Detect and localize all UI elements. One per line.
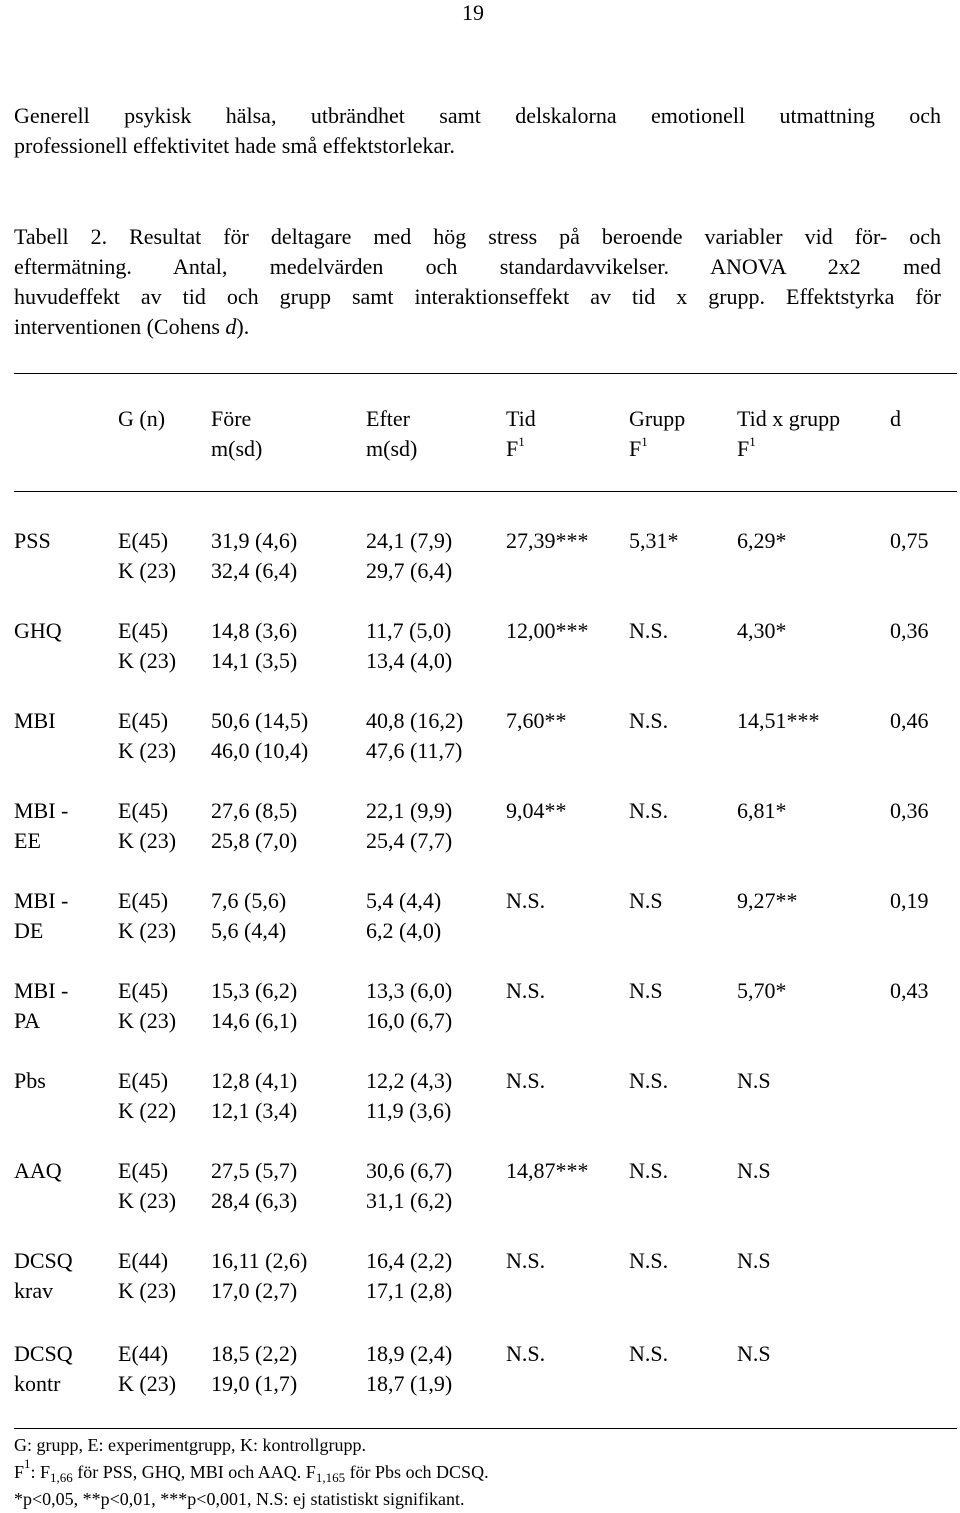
row-variable: AAQ bbox=[14, 1158, 62, 1183]
row-efter-k: 18,7 (1,9) bbox=[366, 1371, 453, 1396]
row-variable-sub: kontr bbox=[14, 1371, 61, 1396]
table-header-rule bbox=[14, 491, 957, 492]
table-row bbox=[0, 526, 960, 586]
caption-cohens-d: d bbox=[225, 314, 237, 339]
row-grupp-f: N.S. bbox=[629, 798, 669, 823]
row-group-e: E(44) bbox=[118, 1248, 169, 1273]
header-efter-msd: m(sd) bbox=[366, 436, 418, 461]
row-tid-f: N.S. bbox=[506, 1248, 546, 1273]
row-variable: MBI - bbox=[14, 798, 69, 823]
row-group-e: E(45) bbox=[118, 978, 169, 1003]
row-efter-e: 22,1 (9,9) bbox=[366, 798, 453, 823]
row-group-e: E(45) bbox=[118, 528, 169, 553]
row-grupp-f: N.S. bbox=[629, 1341, 669, 1366]
table-row bbox=[0, 616, 960, 676]
row-tid-x-grupp-f: N.S bbox=[737, 1341, 771, 1366]
row-tid-x-grupp-f: 6,81* bbox=[737, 798, 787, 823]
row-fore-e: 27,5 (5,7) bbox=[211, 1158, 298, 1183]
row-tid-f: N.S. bbox=[506, 978, 546, 1003]
row-variable: MBI - bbox=[14, 888, 69, 913]
row-effect-size-d: 0,36 bbox=[890, 618, 929, 643]
header-grupp-f-sup: 1 bbox=[641, 434, 648, 449]
row-fore-e: 18,5 (2,2) bbox=[211, 1341, 298, 1366]
row-efter-k: 29,7 (6,4) bbox=[366, 558, 453, 583]
row-tid-f: N.S. bbox=[506, 888, 546, 913]
row-efter-e: 18,9 (2,4) bbox=[366, 1341, 453, 1366]
caption-line-3: huvudeffekt av tid och grupp samt interaktionseffekt av tid x grupp. Effektstyrka för bbox=[14, 284, 941, 309]
row-efter-k: 17,1 (2,8) bbox=[366, 1278, 453, 1303]
row-variable: GHQ bbox=[14, 618, 62, 643]
intro-line-2: professionell effektivitet hade små effektstorlekar. bbox=[14, 133, 455, 158]
row-efter-e: 11,7 (5,0) bbox=[366, 618, 452, 643]
footnote-significance: *p<0,05, **p<0,01, ***p<0,001, N.S: ej statistiskt signifikant. bbox=[14, 1489, 465, 1509]
row-group-e: E(45) bbox=[118, 798, 169, 823]
row-fore-k: 32,4 (6,4) bbox=[211, 558, 298, 583]
row-grupp-f: N.S bbox=[629, 888, 663, 913]
row-fore-e: 50,6 (14,5) bbox=[211, 708, 309, 733]
header-tid-f-letter: F bbox=[506, 436, 519, 461]
footnote-text-a: : F bbox=[30, 1462, 51, 1482]
row-effect-size-d: 0,19 bbox=[890, 888, 929, 913]
table-row bbox=[0, 1246, 960, 1306]
table-bottom-rule bbox=[14, 1428, 957, 1429]
row-efter-e: 16,4 (2,2) bbox=[366, 1248, 453, 1273]
row-efter-e: 5,4 (4,4) bbox=[366, 888, 442, 913]
row-variable: DCSQ bbox=[14, 1341, 73, 1366]
row-fore-k: 46,0 (10,4) bbox=[211, 738, 309, 763]
row-tid-x-grupp-f: 9,27** bbox=[737, 888, 798, 913]
row-grupp-f: N.S. bbox=[629, 1068, 669, 1093]
row-group-e: E(45) bbox=[118, 618, 169, 643]
row-fore-e: 12,8 (4,1) bbox=[211, 1068, 298, 1093]
table-row bbox=[0, 706, 960, 766]
table-row bbox=[0, 976, 960, 1036]
row-efter-k: 25,4 (7,7) bbox=[366, 828, 453, 853]
row-fore-k: 14,6 (6,1) bbox=[211, 1008, 298, 1033]
row-fore-e: 14,8 (3,6) bbox=[211, 618, 298, 643]
row-group-k: K (23) bbox=[118, 918, 177, 943]
row-efter-k: 47,6 (11,7) bbox=[366, 738, 463, 763]
row-fore-k: 14,1 (3,5) bbox=[211, 648, 298, 673]
row-grupp-f: N.S. bbox=[629, 708, 669, 733]
row-tid-f: 7,60** bbox=[506, 708, 567, 733]
row-variable: DCSQ bbox=[14, 1248, 73, 1273]
footnote-text-c: för Pbs och DCSQ. bbox=[345, 1462, 489, 1482]
intro-line-1: Generell psykisk hälsa, utbrändhet samt delskalorna emotionell utmattning och bbox=[14, 103, 941, 128]
header-tid-x-grupp-f bbox=[737, 434, 756, 464]
row-group-k: K (23) bbox=[118, 648, 177, 673]
footnote-df-2: 1,165 bbox=[315, 1470, 346, 1485]
row-tid-f: N.S. bbox=[506, 1068, 546, 1093]
row-group-k: K (23) bbox=[118, 828, 177, 853]
row-tid-f: 27,39*** bbox=[506, 528, 589, 553]
row-fore-e: 31,9 (4,6) bbox=[211, 528, 298, 553]
caption-line-4-end: ). bbox=[236, 314, 250, 339]
footnote-f: F bbox=[14, 1462, 25, 1482]
row-variable-sub: krav bbox=[14, 1278, 54, 1303]
header-txg-f-letter: F bbox=[737, 436, 750, 461]
row-group-e: E(44) bbox=[118, 1341, 169, 1366]
footnote-abbreviations: G: grupp, E: experimentgrupp, K: kontrollgrupp. bbox=[14, 1435, 366, 1455]
footnote-df-1: 1,66 bbox=[50, 1470, 73, 1485]
row-fore-k: 12,1 (3,4) bbox=[211, 1098, 298, 1123]
row-fore-k: 5,6 (4,4) bbox=[211, 918, 287, 943]
table-row bbox=[0, 886, 960, 946]
row-tid-x-grupp-f: 6,29* bbox=[737, 528, 787, 553]
header-g: G (n) bbox=[118, 406, 166, 431]
row-grupp-f: 5,31* bbox=[629, 528, 679, 553]
caption-line-4-text: interventionen (Cohens bbox=[14, 314, 226, 339]
caption-line-4 bbox=[14, 312, 941, 342]
table-row bbox=[0, 1066, 960, 1126]
row-efter-k: 13,4 (4,0) bbox=[366, 648, 453, 673]
row-fore-e: 27,6 (8,5) bbox=[211, 798, 298, 823]
row-efter-e: 24,1 (7,9) bbox=[366, 528, 453, 553]
row-efter-e: 12,2 (4,3) bbox=[366, 1068, 453, 1093]
row-tid-x-grupp-f: 14,51*** bbox=[737, 708, 820, 733]
row-tid-f: 9,04** bbox=[506, 798, 567, 823]
row-tid-x-grupp-f: N.S bbox=[737, 1158, 771, 1183]
header-grupp: Grupp bbox=[629, 406, 686, 431]
row-group-k: K (23) bbox=[118, 1008, 177, 1033]
header-tid-x-grupp: Tid x grupp bbox=[737, 406, 841, 431]
row-grupp-f: N.S. bbox=[629, 1248, 669, 1273]
intro-paragraph bbox=[14, 101, 941, 161]
row-efter-k: 31,1 (6,2) bbox=[366, 1188, 453, 1213]
row-tid-f: 14,87*** bbox=[506, 1158, 589, 1183]
header-grupp-f-letter: F bbox=[629, 436, 642, 461]
header-fore: Före bbox=[211, 406, 252, 431]
footnote-f-sup: 1 bbox=[24, 1456, 31, 1471]
row-group-k: K (23) bbox=[118, 738, 177, 763]
row-grupp-f: N.S. bbox=[629, 618, 669, 643]
row-fore-e: 16,11 (2,6) bbox=[211, 1248, 308, 1273]
row-tid-x-grupp-f: 4,30* bbox=[737, 618, 787, 643]
row-group-e: E(45) bbox=[118, 1158, 169, 1183]
header-efter: Efter bbox=[366, 406, 410, 431]
row-group-e: E(45) bbox=[118, 888, 169, 913]
row-efter-k: 16,0 (6,7) bbox=[366, 1008, 453, 1033]
row-group-k: K (23) bbox=[118, 1278, 177, 1303]
header-tid-f-sup: 1 bbox=[518, 434, 525, 449]
row-grupp-f: N.S bbox=[629, 978, 663, 1003]
row-variable-sub: PA bbox=[14, 1008, 41, 1033]
row-variable: Pbs bbox=[14, 1068, 46, 1093]
row-variable: MBI bbox=[14, 708, 56, 733]
row-fore-k: 19,0 (1,7) bbox=[211, 1371, 298, 1396]
row-tid-f: 12,00*** bbox=[506, 618, 589, 643]
row-group-e: E(45) bbox=[118, 1068, 169, 1093]
table-row bbox=[0, 1339, 960, 1399]
row-efter-e: 40,8 (16,2) bbox=[366, 708, 464, 733]
row-variable-sub: EE bbox=[14, 828, 41, 853]
row-variable-sub: DE bbox=[14, 918, 44, 943]
row-effect-size-d: 0,75 bbox=[890, 528, 929, 553]
row-group-k: K (23) bbox=[118, 1188, 177, 1213]
row-tid-x-grupp-f: N.S bbox=[737, 1248, 771, 1273]
row-grupp-f: N.S. bbox=[629, 1158, 669, 1183]
row-group-k: K (23) bbox=[118, 1371, 177, 1396]
row-effect-size-d: 0,43 bbox=[890, 978, 929, 1003]
table-row bbox=[0, 1156, 960, 1216]
row-variable: PSS bbox=[14, 528, 51, 553]
row-group-e: E(45) bbox=[118, 708, 169, 733]
row-variable: MBI - bbox=[14, 978, 69, 1003]
table-top-rule bbox=[14, 373, 957, 374]
row-efter-k: 6,2 (4,0) bbox=[366, 918, 442, 943]
row-group-k: K (22) bbox=[118, 1098, 177, 1123]
header-tid-f bbox=[506, 434, 525, 464]
row-group-k: K (23) bbox=[118, 558, 177, 583]
header-fore-msd: m(sd) bbox=[211, 436, 263, 461]
row-tid-x-grupp-f: 5,70* bbox=[737, 978, 787, 1003]
row-efter-e: 13,3 (6,0) bbox=[366, 978, 453, 1003]
header-txg-f-sup: 1 bbox=[749, 434, 756, 449]
row-tid-f: N.S. bbox=[506, 1341, 546, 1366]
row-tid-x-grupp-f: N.S bbox=[737, 1068, 771, 1093]
header-tid: Tid bbox=[506, 406, 536, 431]
row-fore-k: 17,0 (2,7) bbox=[211, 1278, 298, 1303]
footnote-text-b: för PSS, GHQ, MBI och AAQ. F bbox=[72, 1462, 316, 1482]
table-row bbox=[0, 796, 960, 856]
caption-line-2: eftermätning. Antal, medelvärden och standardavvikelser. ANOVA 2x2 med bbox=[14, 254, 941, 279]
row-efter-k: 11,9 (3,6) bbox=[366, 1098, 452, 1123]
caption-line-1: Tabell 2. Resultat för deltagare med hög stress på beroende variabler vid för- och bbox=[14, 224, 941, 249]
header-grupp-f bbox=[629, 434, 648, 464]
row-effect-size-d: 0,36 bbox=[890, 798, 929, 823]
row-fore-k: 28,4 (6,3) bbox=[211, 1188, 298, 1213]
table-caption bbox=[14, 222, 941, 342]
page-number: 19 bbox=[462, 0, 484, 25]
row-fore-e: 15,3 (6,2) bbox=[211, 978, 298, 1003]
row-efter-e: 30,6 (6,7) bbox=[366, 1158, 453, 1183]
header-d: d bbox=[890, 406, 901, 431]
row-effect-size-d: 0,46 bbox=[890, 708, 929, 733]
row-fore-e: 7,6 (5,6) bbox=[211, 888, 287, 913]
row-fore-k: 25,8 (7,0) bbox=[211, 828, 298, 853]
footnote-degrees-of-freedom bbox=[14, 1458, 489, 1486]
